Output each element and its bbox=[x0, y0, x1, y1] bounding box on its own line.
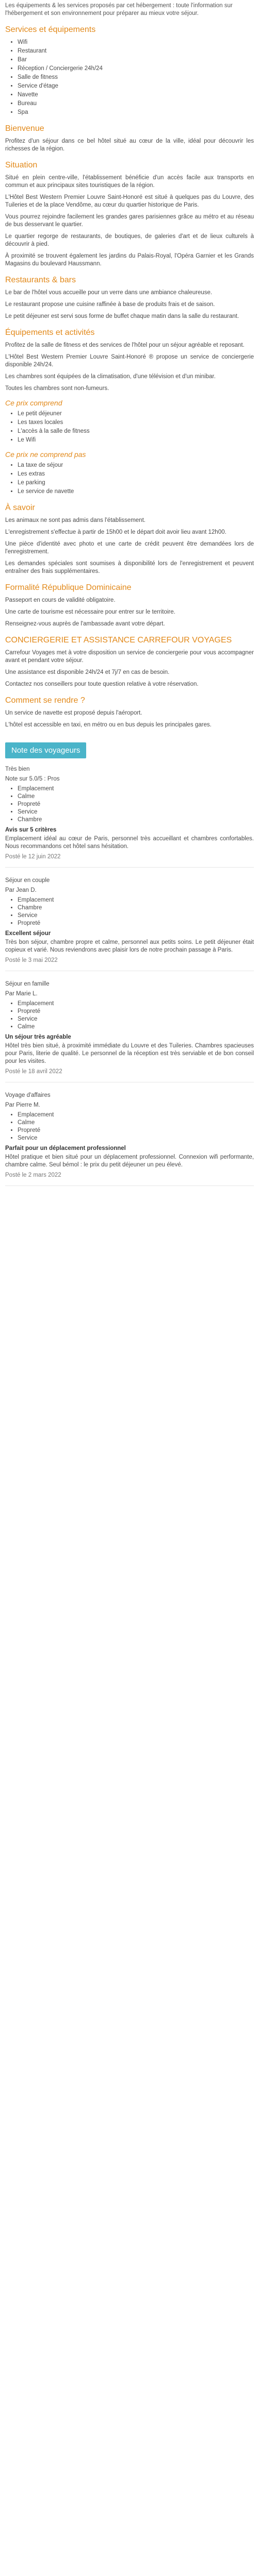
prix-comprend-heading: Ce prix comprend bbox=[5, 399, 62, 407]
paragraph: Le bar de l'hôtel vous accueille pour un verre dans une ambiance chaleureuse. bbox=[5, 290, 213, 296]
paragraph: Situé en plein centre-ville, l'établissement bénéficie d'un accès facile aux transports en commun et aux principaux sites touristiques de la région. bbox=[5, 175, 254, 189]
reviews-banner: Note des voyageurs bbox=[5, 742, 86, 758]
list-item: • Bar bbox=[18, 56, 254, 64]
list-item: • Le service de navette bbox=[18, 488, 254, 496]
paragraph: L'Hôtel Best Western Premier Louvre Saint-Honoré ® propose un service de conciergerie disponible 24h/24. bbox=[5, 354, 254, 368]
list-item: • Propreté bbox=[18, 1127, 254, 1134]
list-item: • Service bbox=[18, 912, 254, 920]
intro-text: Les équipements & les services proposés par cet hébergement : toute l'information sur l'hébergement et son environnement pour préparer au mieux votre séjour. bbox=[5, 3, 233, 16]
review-author: Par Marie L. bbox=[5, 991, 38, 997]
review-label: Séjour en famille bbox=[5, 981, 50, 987]
paragraph: Passeport en cours de validité obligatoire. bbox=[5, 597, 116, 603]
list-item: • Réception / Conciergerie 24h/24 bbox=[18, 65, 254, 73]
paragraph: Contactez nos conseillers pour toute question relative à votre réservation. bbox=[5, 681, 199, 687]
review-criteria-list bbox=[5, 896, 254, 927]
paragraph: À proximité se trouvent également les jardins du Palais-Royal, l'Opéra Garnier et les Grands Magasins du boulevard Haussmann. bbox=[5, 253, 254, 267]
paragraph: Les demandes spéciales sont soumises à disponibilité lors de l'enregistrement et peuvent entraîner des frais supplémentaires. bbox=[5, 561, 254, 574]
list-item: • Calme bbox=[18, 1023, 254, 1031]
list-item: • L'accès à la salle de fitness bbox=[18, 428, 254, 435]
review-body: Hôtel très bien situé, à proximité immédiate du Louvre et des Tuileries. Chambres spacieuses pour Paris, literie de qualité. Le personnel de la réception est très serviable et de bon conseil pour les visites. bbox=[5, 1043, 254, 1064]
review-date: Posté le 12 juin 2022 bbox=[5, 854, 61, 860]
review-criteria-list bbox=[5, 1000, 254, 1031]
list-item: • Le petit déjeuner bbox=[18, 410, 254, 418]
list-item: • Calme bbox=[18, 1119, 254, 1127]
paragraph: Renseignez-vous auprès de l'ambassade avant votre départ. bbox=[5, 621, 165, 627]
paragraph: Un service de navette est proposé depuis l'aéroport. bbox=[5, 710, 142, 716]
paragraph: Carrefour Voyages met à votre disposition un service de conciergerie pour vous accompagner avant et pendant votre séjour. bbox=[5, 650, 254, 664]
list-item: • Les extras bbox=[18, 470, 254, 478]
list-item: • Le Wifi bbox=[18, 436, 254, 444]
review-card bbox=[5, 1092, 254, 1186]
paragraph: Les chambres sont équipées de la climatisation, d'une télévision et d'un minibar. bbox=[5, 374, 216, 380]
list-item: • Service d'étage bbox=[18, 82, 254, 90]
situation-heading: Situation bbox=[5, 161, 38, 170]
paragraph: L'Hôtel Best Western Premier Louvre Saint-Honoré est situé à quelques pas du Louvre, des Tuileries et de la place Vendôme, au cœur du quartier historique de Paris. bbox=[5, 194, 254, 208]
list-item: • Emplacement bbox=[18, 785, 254, 793]
review-date: Posté le 2 mars 2022 bbox=[5, 1172, 61, 1178]
prix-non-compris-list bbox=[5, 462, 254, 496]
equipements-activites-heading: Équipements et activités bbox=[5, 328, 95, 337]
list-item: • Emplacement bbox=[18, 896, 254, 904]
review-card bbox=[5, 766, 254, 868]
list-item: • Chambre bbox=[18, 904, 254, 912]
paragraph: Une carte de tourisme est nécessaire pour entrer sur le territoire. bbox=[5, 609, 175, 615]
list-item: • Chambre bbox=[18, 816, 254, 824]
equipements-heading: Services et équipements bbox=[5, 25, 96, 34]
list-item: • Service bbox=[18, 808, 254, 816]
page bbox=[0, 0, 258, 1208]
list-item: • Emplacement bbox=[18, 1000, 254, 1008]
equipements-list bbox=[5, 39, 254, 116]
list-item: • Spa bbox=[18, 109, 254, 116]
review-card bbox=[5, 980, 254, 1082]
paragraph: L'enregistrement s'effectue à partir de 15h00 et le départ doit avoir lieu avant 12h00. bbox=[5, 529, 227, 535]
review-criteria-list bbox=[5, 785, 254, 824]
review-body: Emplacement idéal au cœur de Paris, personnel très accueillant et chambres confortables. Nous recommandons cet hôtel sans hésitation. bbox=[5, 836, 254, 850]
review-date: Posté le 18 avril 2022 bbox=[5, 1069, 62, 1075]
list-item: • Service bbox=[18, 1134, 254, 1142]
list-item: • Les taxes locales bbox=[18, 419, 254, 427]
review-criteria-list bbox=[5, 1111, 254, 1142]
paragraph: Le quartier regorge de restaurants, de boutiques, de galeries d'art et de lieux culturels à découvrir à pied. bbox=[5, 233, 254, 247]
prix-comprend-list bbox=[5, 410, 254, 444]
list-item: • Service bbox=[18, 1015, 254, 1023]
review-card bbox=[5, 877, 254, 971]
review-body: Hôtel pratique et bien situé pour un déplacement professionnel. Connexion wifi performante, chambre calme. Seul bémol : le prix du petit déjeuner un peu élevé. bbox=[5, 1154, 254, 1168]
formalites-heading: Formalité République Dominicaine bbox=[5, 583, 132, 592]
prix-non-compris-heading: Ce prix ne comprend pas bbox=[5, 450, 86, 459]
review-label: Voyage d'affaires bbox=[5, 1092, 51, 1098]
paragraph: Une assistance est disponible 24h/24 et 7j/7 en cas de besoin. bbox=[5, 669, 170, 675]
list-item: • Navette bbox=[18, 91, 254, 99]
list-item: • Calme bbox=[18, 793, 254, 801]
paragraph: Vous pourrez rejoindre facilement les grandes gares parisiennes grâce au métro et au réseau de bus desservant le quartier. bbox=[5, 214, 254, 228]
restaurants-heading: Restaurants & bars bbox=[5, 276, 76, 284]
review-title: Avis sur 5 critères bbox=[5, 827, 57, 833]
list-item: • Propreté bbox=[18, 920, 254, 927]
paragraph: Les animaux ne sont pas admis dans l'établissement. bbox=[5, 517, 146, 523]
paragraph: Le petit déjeuner est servi sous forme de buffet chaque matin dans la salle du restaurant. bbox=[5, 313, 239, 319]
conciergerie-heading: CONCIERGERIE ET ASSISTANCE CARREFOUR VOYAGES bbox=[5, 636, 232, 645]
review-author: Par Pierre M. bbox=[5, 1102, 40, 1108]
review-title: Excellent séjour bbox=[5, 930, 51, 937]
list-item: • La taxe de séjour bbox=[18, 462, 254, 469]
comment-heading: Comment se rendre ? bbox=[5, 696, 85, 705]
a-savoir-heading: À savoir bbox=[5, 503, 35, 512]
review-label: Très bien bbox=[5, 766, 30, 772]
review-title: Parfait pour un déplacement professionnel bbox=[5, 1145, 126, 1151]
review-author: Note sur 5.0/5 : Pros bbox=[5, 776, 60, 782]
paragraph: Profitez de la salle de fitness et des services de l'hôtel pour un séjour agréable et reposant. bbox=[5, 342, 245, 348]
paragraph: Toutes les chambres sont non-fumeurs. bbox=[5, 385, 109, 392]
list-item: • Salle de fitness bbox=[18, 74, 254, 81]
review-date: Posté le 3 mai 2022 bbox=[5, 957, 58, 963]
list-item: • Wifi bbox=[18, 39, 254, 46]
review-label: Séjour en couple bbox=[5, 877, 50, 884]
paragraph: Le restaurant propose une cuisine raffinée à base de produits frais et de saison. bbox=[5, 301, 215, 308]
list-item: • Restaurant bbox=[18, 47, 254, 55]
list-item: • Propreté bbox=[18, 1008, 254, 1015]
list-item: • Bureau bbox=[18, 100, 254, 108]
list-item: • Le parking bbox=[18, 479, 254, 487]
review-title: Un séjour très agréable bbox=[5, 1034, 71, 1040]
paragraph: Profitez d'un séjour dans ce bel hôtel situé au cœur de la ville, idéal pour découvrir les richesses de la région. bbox=[5, 138, 254, 152]
review-body: Très bon séjour, chambre propre et calme, personnel aux petits soins. Le petit déjeuner était copieux et varié. Nous reviendrons avec plaisir lors de notre prochain passage à Paris. bbox=[5, 939, 254, 953]
review-author: Par Jean D. bbox=[5, 887, 37, 893]
paragraph: L'hôtel est accessible en taxi, en métro ou en bus depuis les principales gares. bbox=[5, 722, 212, 728]
list-item: • Propreté bbox=[18, 801, 254, 808]
list-item: • Emplacement bbox=[18, 1111, 254, 1119]
paragraph: Une pièce d'identité avec photo et une carte de crédit peuvent être demandées lors de l'enregistrement. bbox=[5, 541, 254, 555]
bienvenue-heading: Bienvenue bbox=[5, 124, 44, 133]
